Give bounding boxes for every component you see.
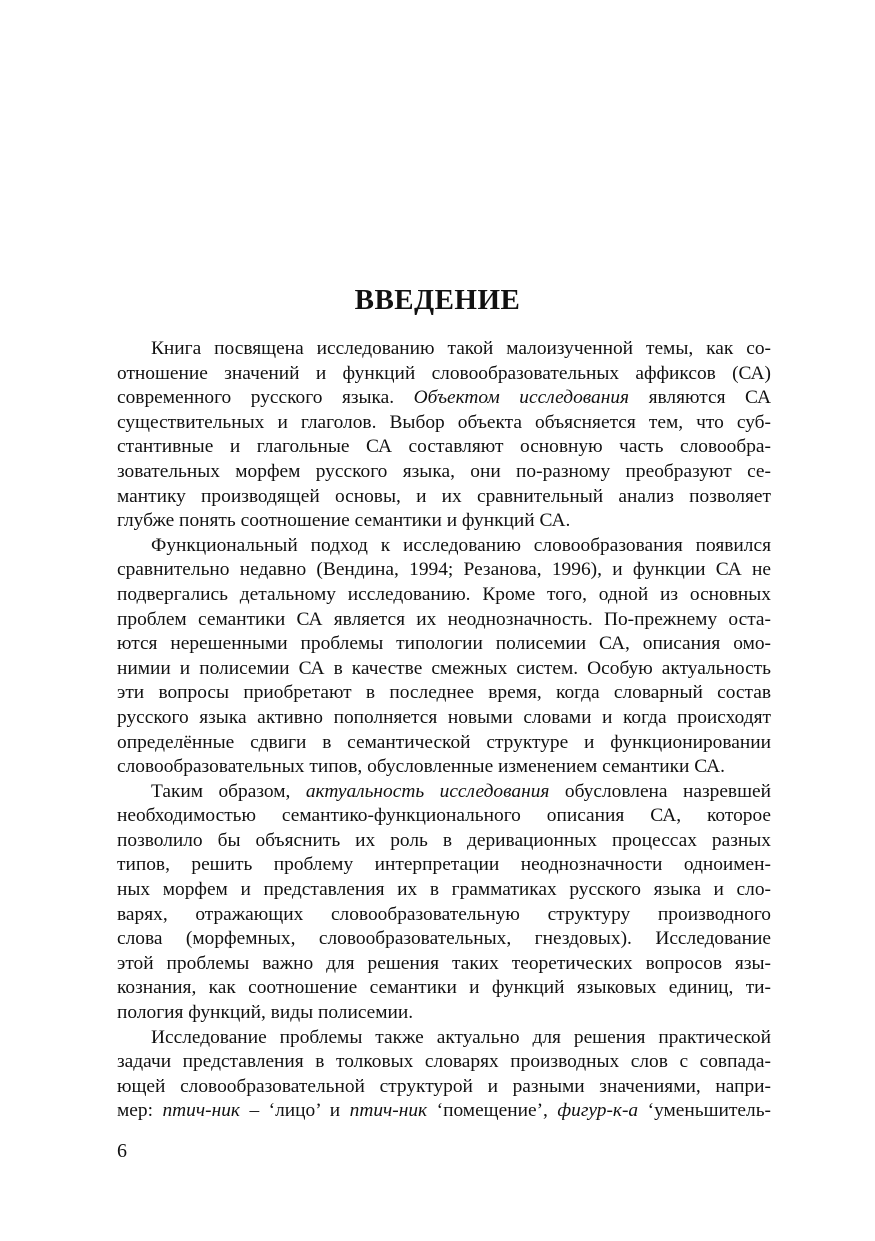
- text-line: пология функций, виды полисемии.: [117, 1002, 414, 1024]
- text-line: русского языка активно пополняется новыми словами и когда происходят: [117, 706, 771, 728]
- text-line: отношение значений и функций словообразовательных аффиксов (СА): [117, 362, 771, 384]
- paragraph: [117, 534, 771, 780]
- text-line: ются нерешенными проблемы типологии полисемии СА, описания омо-: [117, 633, 771, 655]
- text-line: проблем семантики СА является их неоднозначность. По-прежнему оста-: [117, 608, 771, 630]
- text-line: стантивные и глагольные СА составляют основную часть словообра-: [117, 436, 771, 458]
- body-text: [117, 337, 771, 1124]
- text-line: современного русского языка. Объектом исследования являются СА: [117, 387, 771, 409]
- text-line: необходимостью семантико-функционального описания СА, которое: [117, 805, 771, 827]
- paragraph: [117, 780, 771, 1026]
- text-line: мер: птич-ник – ‘лицо’ и птич-ник ‘помещение’, фигур-к-а ‘уменьшитель-: [117, 1100, 771, 1122]
- page-number: 6: [117, 1140, 127, 1162]
- text-line: существительных и глаголов. Выбор объекта объясняется тем, что суб-: [117, 411, 771, 433]
- text-line: сравнительно недавно (Вендина, 1994; Резанова, 1996), и функции СА не: [117, 559, 771, 581]
- text-line: Исследование проблемы также актуально для решения практической: [151, 1026, 771, 1048]
- text-line: Функциональный подход к исследованию словообразования появился: [151, 534, 771, 556]
- text-line: задачи представления в толковых словарях производных слов с совпада-: [117, 1051, 771, 1073]
- text-line: типов, решить проблему интерпретации неоднозначности одноимен-: [117, 854, 771, 876]
- text-line: определённые сдвиги в семантической структуре и функционировании: [117, 731, 771, 753]
- text-line: слова (морфемных, словообразовательных, гнездовых). Исследование: [117, 928, 771, 950]
- page-title: ВВЕДЕНИЕ: [354, 284, 521, 316]
- text-line: эти вопросы приобретают в последнее время, когда словарный состав: [117, 682, 771, 704]
- text-line: глубже понять соотношение семантики и функций СА.: [117, 510, 571, 532]
- text-line: зовательных морфем русского языка, они по-разному преобразуют се-: [117, 460, 771, 482]
- text-line: ющей словообразовательной структурой и разными значениями, напри-: [117, 1075, 771, 1097]
- paragraph: [117, 1026, 771, 1124]
- text-line: нимии и полисемии СА в качестве смежных систем. Особую актуальность: [117, 657, 771, 679]
- text-line: ных морфем и представления их в грамматиках русского языка и сло-: [117, 879, 771, 901]
- text-line: этой проблемы важно для решения таких теоретических вопросов язы-: [117, 952, 771, 974]
- text-line: мантику производящей основы, и их сравнительный анализ позволяет: [117, 485, 771, 507]
- paragraph: [117, 337, 771, 534]
- text-line: подвергались детальному исследованию. Кроме того, одной из основных: [117, 583, 771, 605]
- text-line: Книга посвящена исследованию такой малоизученной темы, как со-: [151, 338, 771, 359]
- text-line: кознания, как соотношение семантики и функций языковых единиц, ти-: [117, 977, 771, 999]
- text-line: Таким образом, актуальность исследования обусловлена назревшей: [151, 780, 772, 802]
- text-line: позволило бы объяснить их роль в деривационных процессах разных: [117, 829, 771, 851]
- text-line: словообразовательных типов, обусловленные изменением семантики СА.: [117, 756, 726, 778]
- text-line: варях, отражающих словообразовательную структуру производного: [117, 903, 771, 925]
